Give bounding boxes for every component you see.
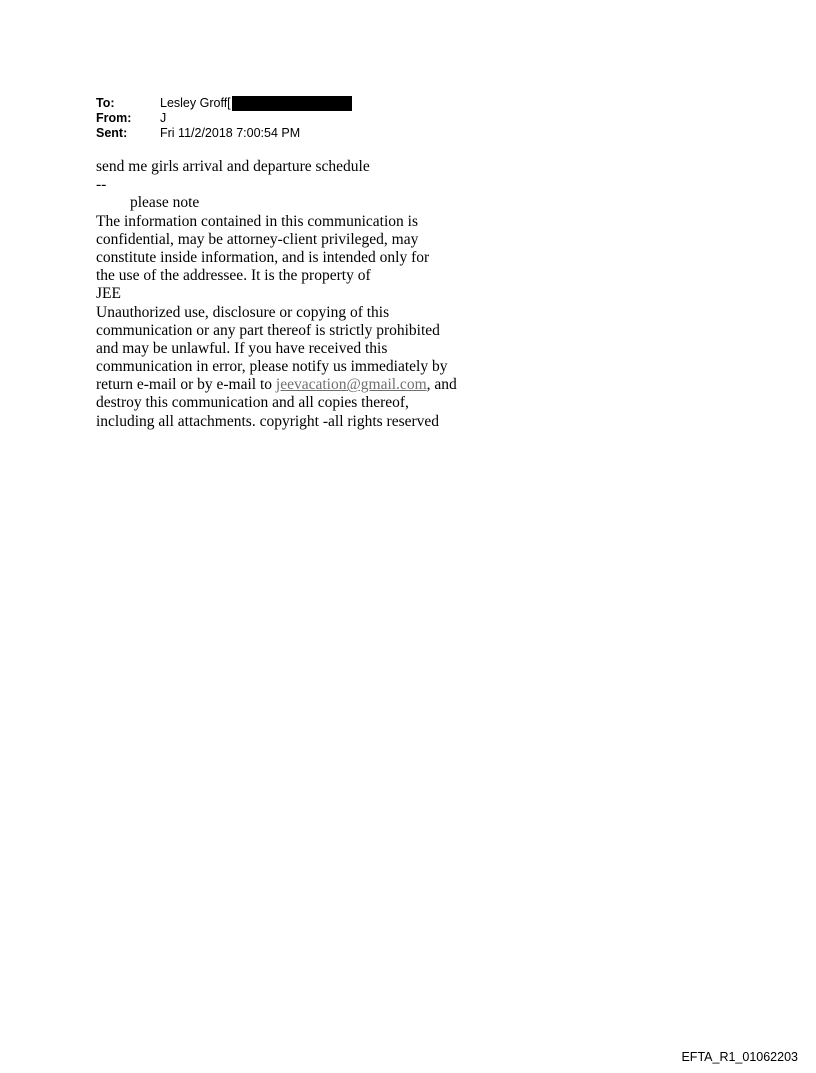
to-value-wrap xyxy=(160,96,352,111)
disclaimer-line-with-link xyxy=(96,376,496,394)
from-label: From: xyxy=(96,111,132,125)
from-row xyxy=(96,111,352,126)
disclaimer-line: The information contained in this communication is xyxy=(96,212,418,230)
disclaimer-line: communication or any part thereof is strictly prohibited xyxy=(96,321,440,339)
sent-row xyxy=(96,126,352,141)
email-body xyxy=(96,158,496,431)
to-value: Lesley Groff[ xyxy=(160,96,231,110)
sent-value: Fri 11/2/2018 7:00:54 PM xyxy=(160,126,301,140)
disclaimer-text: return e-mail or by e-mail to xyxy=(96,376,276,394)
message-line: send me girls arrival and departure schedule xyxy=(96,158,370,175)
to-label: To: xyxy=(96,96,115,110)
disclaimer-line: the use of the addressee. It is the property of xyxy=(96,267,371,285)
disclaimer-heading: please note xyxy=(130,194,200,212)
redaction-box xyxy=(232,96,352,111)
disclaimer-line: destroy this communication and all copies thereof, xyxy=(96,394,409,412)
disclaimer-text: , and xyxy=(426,376,457,394)
document-id: EFTA_R1_01062203 xyxy=(681,1050,798,1064)
sent-label: Sent: xyxy=(96,126,128,140)
disclaimer-line: and may be unlawful. If you have received this xyxy=(96,339,388,357)
email-header xyxy=(96,96,352,141)
disclaimer-line: constitute inside information, and is intended only for xyxy=(96,248,430,266)
disclaimer-line: confidential, may be attorney-client privileged, may xyxy=(96,230,419,248)
signature-separator: -- xyxy=(96,176,107,194)
email-link[interactable]: jeevacation@gmail.com xyxy=(275,376,427,394)
from-value: J xyxy=(160,111,167,125)
to-row xyxy=(96,96,352,111)
disclaimer-line: including all attachments. copyright -all rights reserved xyxy=(96,412,440,430)
disclaimer-line: communication in error, please notify us immediately by xyxy=(96,358,448,376)
disclaimer-line: JEE xyxy=(96,285,121,303)
disclaimer-line: Unauthorized use, disclosure or copying of this xyxy=(96,303,390,321)
